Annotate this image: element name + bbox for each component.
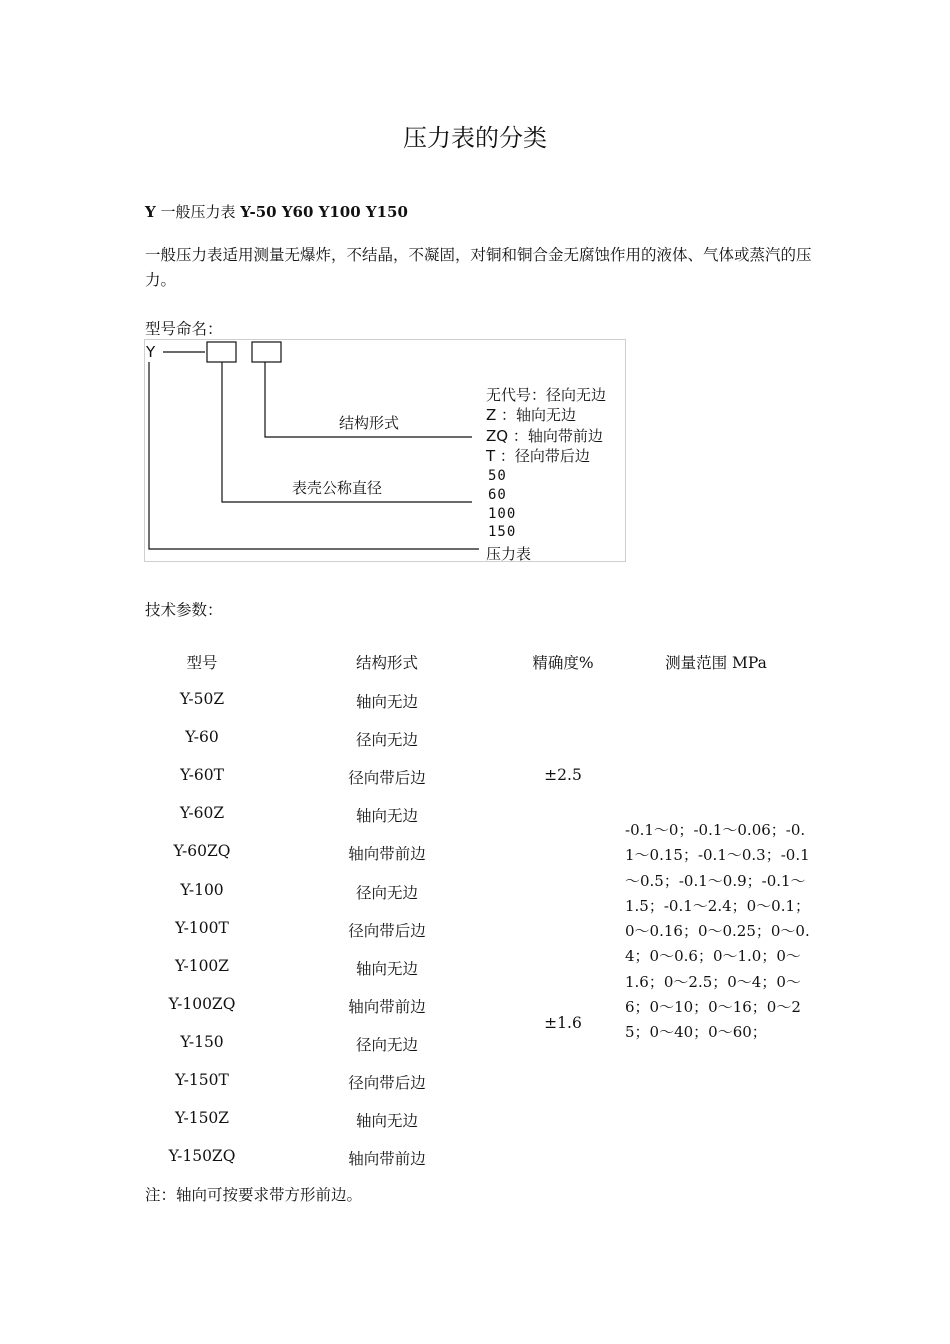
header-structure: 结构形式 [355,654,419,672]
structure-option-1: Z ：轴向无边 [486,406,577,424]
accuracy-value-1: ±2.5 [544,766,582,784]
row-model: Y-60ZQ [173,842,231,860]
row-structure: 轴向带前边 [348,845,426,863]
row-structure: 径向无边 [355,884,419,902]
subhead-models: Y-50 Y60 Y100 Y150 [240,203,408,221]
structure-option-2: ZQ ：轴向带前边 [486,427,603,445]
row-model: Y-150T [175,1071,229,1089]
row-structure: 径向带后边 [348,769,426,787]
row-structure: 径向带后边 [348,922,426,940]
row-model: Y-60 [185,728,219,746]
diameter-option-2: 100 [488,506,517,522]
row-structure: 轴向无边 [355,960,419,978]
row-structure: 径向无边 [355,1036,419,1054]
row-model: Y-60T [180,766,224,784]
row-model: Y-150ZQ [168,1147,236,1165]
row-structure: 轴向无边 [355,807,419,825]
row-model: Y-100Z [174,957,230,975]
diameter-option-1: 60 [488,487,507,503]
diameter-label: 表壳公称直径 [292,479,383,497]
subhead-prefix: Y [145,203,156,221]
tech-params-label: 技术参数： [145,601,223,619]
structure-option-3: T ：径向带后边 [486,447,590,465]
structure-option-0: 无代号：径向无边 [486,386,607,404]
diameter-option-3: 150 [488,524,517,540]
description-paragraph: 一般压力表适用测量无爆炸，不结晶，不凝固，对铜和铜合金无腐蚀作用的液体、气体或蒸汽的压力。 [145,246,812,289]
structure-label: 结构形式 [339,414,400,432]
row-model: Y-60Z [179,804,225,822]
row-model: Y-150Z [174,1109,230,1127]
naming-label: 型号命名： [145,320,223,338]
subhead-name: 一般压力表 [160,203,236,221]
row-structure: 轴向无边 [355,1112,419,1130]
header-range: 测量范围 MPa [665,654,767,672]
gauge-label: 压力表 [486,545,532,563]
diagram-prefix: Y [146,343,156,361]
row-model: Y-100 [180,881,224,899]
row-structure: 径向带后边 [348,1074,426,1092]
row-model: Y-100ZQ [168,995,236,1013]
row-structure: 轴向带前边 [348,998,426,1016]
accuracy-value-2: ±1.6 [544,1014,582,1032]
naming-diagram [144,339,626,562]
row-structure: 轴向带前边 [348,1150,426,1168]
measurement-range: -0.1～0；-0.1～0.06；-0.1～0.15；-0.1～0.3；-0.1～0.5；-0.1～0.9；-0.1～1.5；-0.1～2.4；0～0.1；0～0.16；0～0.25；0～0.4；0～0.6；0～1.0；0～1.6；0～2.5；0～4；0～6；0～10；0～16；0～25；0～40；0～60； [625,821,811,1042]
page-title: 压力表的分类 [403,124,547,152]
diameter-option-0: 50 [488,468,507,484]
row-model: Y-150 [180,1033,224,1051]
row-model: Y-100T [175,919,229,937]
section-subheading [145,201,408,222]
row-structure: 轴向无边 [355,693,419,711]
footnote: 注：轴向可按要求带方形前边。 [145,1186,363,1204]
header-model: 型号 [186,654,218,672]
row-structure: 径向无边 [355,731,419,749]
row-model: Y-50Z [179,690,225,708]
header-accuracy: 精确度% [532,654,594,672]
